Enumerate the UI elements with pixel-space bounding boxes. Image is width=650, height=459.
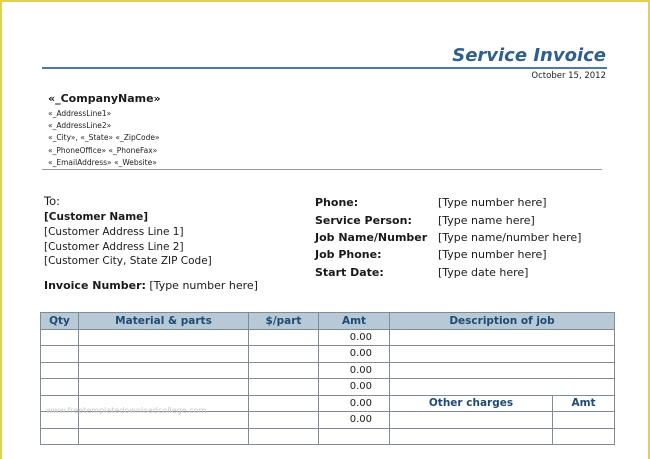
job-phone-value[interactable]: [Type number here] — [438, 248, 547, 262]
company-divider — [42, 169, 602, 170]
table-row — [41, 379, 615, 396]
material-cell[interactable] — [79, 379, 249, 396]
col-header-qty: Qty — [41, 313, 79, 330]
company-block — [48, 92, 161, 169]
company-name: «_CompanyName» — [48, 92, 161, 105]
qty-cell[interactable] — [41, 362, 79, 379]
price-cell[interactable] — [249, 346, 319, 363]
invoice-number-label: Invoice Number: — [44, 279, 146, 292]
company-city-state-zip: «_City», «_State» «_ZipCode» — [48, 133, 160, 143]
table-header-row — [41, 313, 615, 330]
customer-address-line-1[interactable]: [Customer Address Line 1] — [44, 226, 184, 238]
other-charges-cell[interactable] — [390, 428, 553, 445]
material-cell[interactable] — [79, 329, 249, 346]
other-charges-amt-cell[interactable] — [553, 428, 615, 445]
qty-cell[interactable] — [41, 329, 79, 346]
job-name-value[interactable]: [Type name/number here] — [438, 230, 582, 244]
table-row — [41, 362, 615, 379]
other-charges-cell[interactable] — [390, 412, 553, 429]
qty-cell[interactable] — [41, 428, 79, 445]
price-cell[interactable] — [249, 395, 319, 412]
qty-cell[interactable] — [41, 379, 79, 396]
price-cell[interactable] — [249, 329, 319, 346]
table-row — [41, 329, 615, 346]
table-row — [41, 428, 615, 445]
start-date-label: Start Date: — [315, 265, 384, 279]
customer-city-state-zip[interactable]: [Customer City, State ZIP Code] — [44, 255, 212, 267]
to-label: To: — [44, 194, 60, 208]
amt-cell: 0.00 — [319, 329, 390, 346]
col-header-amt: Amt — [319, 313, 390, 330]
description-cell[interactable] — [390, 346, 615, 363]
invoice-date: October 15, 2012 — [531, 71, 606, 81]
company-phone-fax: «_PhoneOffice» «_PhoneFax» — [48, 145, 158, 155]
material-cell[interactable] — [79, 346, 249, 363]
job-info-block — [315, 194, 581, 281]
items-table — [40, 312, 615, 445]
amt-cell: 0.00 — [319, 362, 390, 379]
invoice-number-value[interactable]: [Type number here] — [149, 279, 258, 292]
customer-block — [44, 194, 212, 269]
price-cell[interactable] — [249, 362, 319, 379]
company-address-line-1: «_AddressLine1» — [48, 109, 112, 118]
customer-name[interactable]: [Customer Name] — [44, 211, 149, 223]
table-row — [41, 346, 615, 363]
info-row-start-date — [315, 264, 581, 281]
material-cell[interactable] — [79, 428, 249, 445]
price-cell[interactable] — [249, 379, 319, 396]
title-divider — [42, 67, 607, 69]
description-cell[interactable] — [390, 329, 615, 346]
job-phone-label: Job Phone: — [315, 248, 382, 262]
description-cell[interactable] — [390, 379, 615, 396]
amt-cell — [319, 428, 390, 445]
amt-cell: 0.00 — [319, 412, 390, 429]
service-person-label: Service Person: — [315, 213, 412, 227]
col-header-price-per-part: $/part — [249, 313, 319, 330]
col-header-description: Description of job — [390, 313, 615, 330]
description-cell[interactable] — [390, 362, 615, 379]
phone-label: Phone: — [315, 196, 359, 210]
invoice-title: Service Invoice — [452, 45, 606, 66]
other-charges-amt-cell[interactable] — [553, 412, 615, 429]
customer-address-line-2[interactable]: [Customer Address Line 2] — [44, 240, 184, 253]
amt-cell: 0.00 — [319, 379, 390, 396]
company-address-line-2: «_AddressLine2» — [48, 121, 112, 131]
phone-value[interactable]: [Type number here] — [438, 196, 547, 210]
info-row-job-name — [315, 229, 581, 246]
info-row-job-phone — [315, 246, 581, 263]
col-header-material: Material & parts — [79, 313, 249, 330]
price-cell[interactable] — [249, 412, 319, 429]
amt-cell: 0.00 — [319, 346, 390, 363]
start-date-value[interactable]: [Type date here] — [438, 265, 529, 279]
info-row-phone — [315, 194, 581, 211]
other-charges-header: Other charges — [390, 395, 553, 412]
material-cell[interactable] — [79, 362, 249, 379]
job-name-label: Job Name/Number — [315, 230, 428, 244]
invoice-number-row — [44, 279, 258, 292]
other-charges-amt-header: Amt — [553, 395, 615, 412]
qty-cell[interactable] — [41, 346, 79, 363]
service-person-value[interactable]: [Type name here] — [438, 213, 535, 227]
watermark-text: www.freetemplatedownloadcollege.com — [46, 406, 207, 415]
price-cell[interactable] — [249, 428, 319, 445]
company-email-website: «_EmailAddress» «_Website» — [48, 157, 157, 167]
info-row-service-person — [315, 211, 581, 228]
amt-cell: 0.00 — [319, 395, 390, 412]
